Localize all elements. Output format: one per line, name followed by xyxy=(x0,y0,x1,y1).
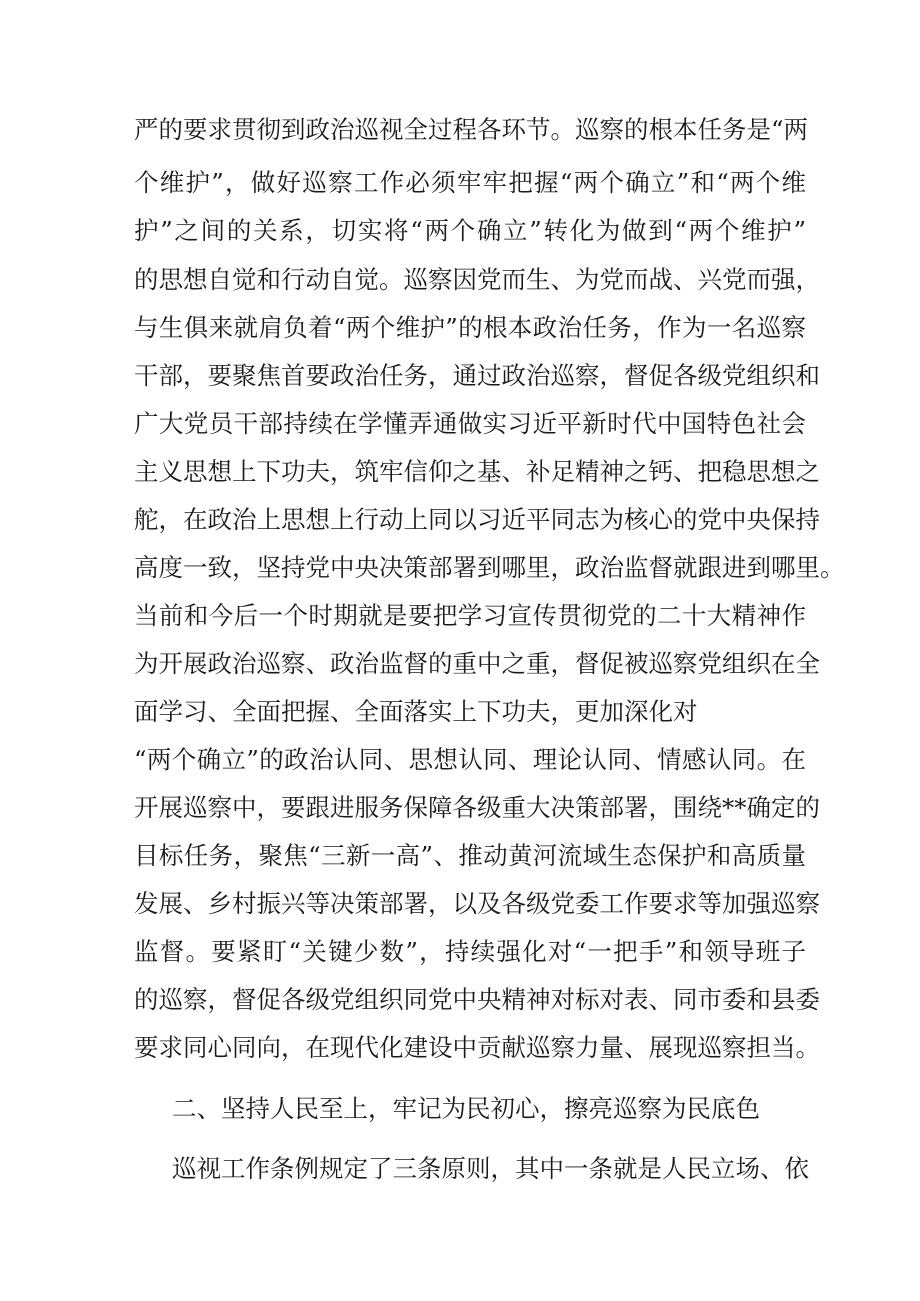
body-line: 主义思想上下功夫，筑牢信仰之基、补足精神之钙、把稳思想之 xyxy=(134,457,820,486)
body-line: 个维护”，做好巡察工作必须牢牢把握“两个确立”和“两个维 xyxy=(134,168,806,197)
section-heading: 二、坚持人民至上，牢记为民初心，擦亮巡察为民底色 xyxy=(172,1094,760,1123)
body-line: 要求同心同向，在现代化建设中贡献巡察力量、展现巡察担当。 xyxy=(134,1033,820,1062)
body-line: 当前和今后一个时期就是要把学习宣传贯彻党的二十大精神作 xyxy=(134,601,806,630)
body-line: 的思想自觉和行动自觉。巡察因党而生、为党而战、兴党而强， xyxy=(134,265,820,294)
body-line: 目标任务，聚焦“三新一高”、推动黄河流域生态保护和高质量 xyxy=(134,841,806,870)
body-line: 舵，在政治上思想上行动上同以习近平同志为核心的党中央保持 xyxy=(134,505,820,534)
paragraph-start-line: 巡视工作条例规定了三条原则，其中一条就是人民立场、依 xyxy=(172,1154,809,1183)
body-line: 高度一致，坚持党中央决策部署到哪里，政治监督就跟进到哪里。 xyxy=(134,553,845,582)
body-line: 开展巡察中，要跟进服务保障各级重大决策部署，围绕**确定的 xyxy=(134,793,820,822)
body-line: 为开展政治巡察、政治监督的重中之重，督促被巡察党组织在全 xyxy=(134,649,820,678)
body-line: 护”之间的关系，切实将“两个确立”转化为做到“两个维护” xyxy=(134,216,806,245)
body-line: 面学习、全面把握、全面落实上下功夫，更加深化对 xyxy=(134,697,698,726)
body-line: 监督。要紧盯“关键少数”，持续强化对“一把手”和领导班子 xyxy=(134,937,806,966)
body-line: 与生俱来就肩负着“两个维护”的根本政治任务，作为一名巡察 xyxy=(134,313,806,342)
body-line: “两个确立”的政治认同、思想认同、理论认同、情感认同。在 xyxy=(134,745,806,774)
body-line: 严的要求贯彻到政治巡视全过程各环节。巡察的根本任务是“两 xyxy=(134,115,809,144)
body-line: 的巡察，督促各级党组织同党中央精神对标对表、同市委和县委 xyxy=(134,985,820,1014)
body-line: 发展、乡村振兴等决策部署，以及各级党委工作要求等加强巡察 xyxy=(134,889,820,918)
body-line: 干部，要聚焦首要政治任务，通过政治巡察，督促各级党组织和 xyxy=(134,361,820,390)
body-line: 广大党员干部持续在学懂弄通做实习近平新时代中国特色社会 xyxy=(134,409,806,438)
